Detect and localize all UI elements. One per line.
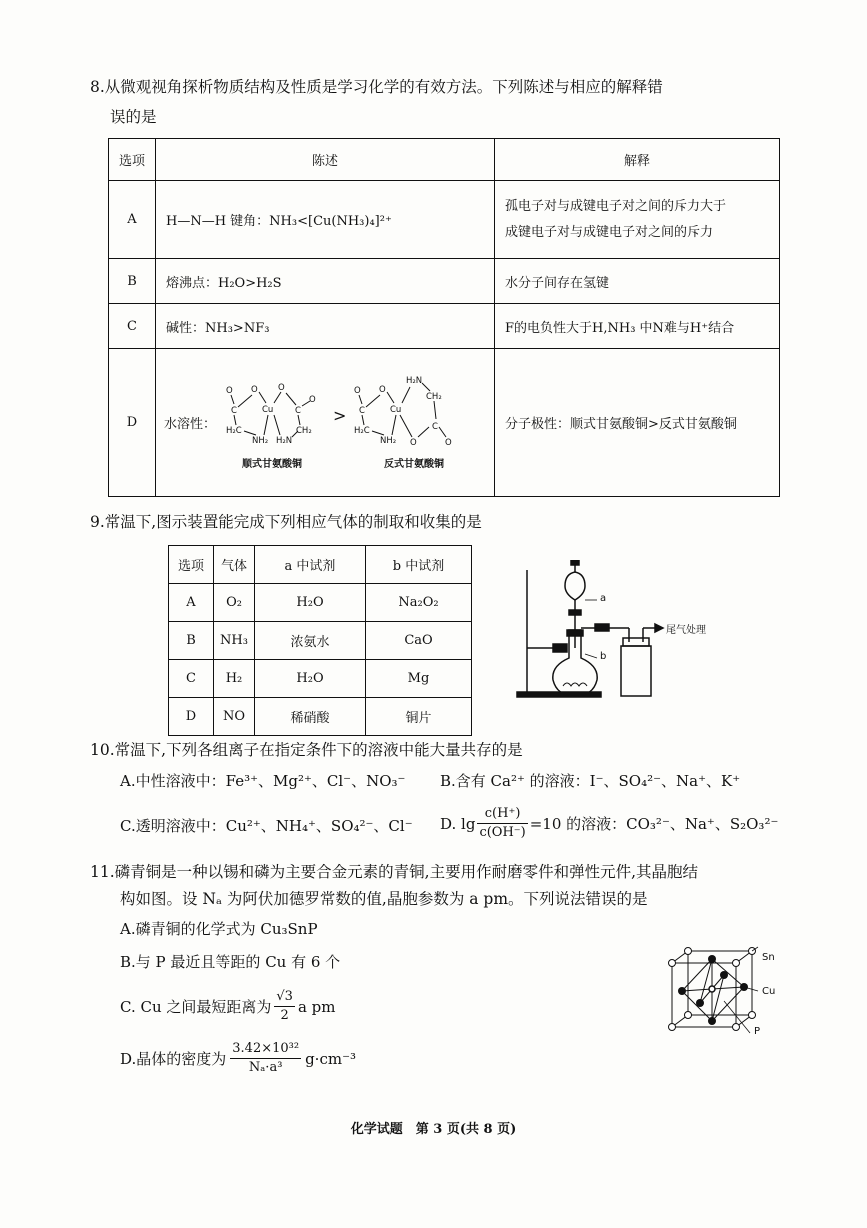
- q11-option-d-suffix: g·cm⁻³: [305, 1049, 357, 1068]
- q8-header-statement: 陈述: [156, 139, 495, 181]
- q9-stem: 9.常温下,图示装置能完成下列相应气体的制取和收集的是: [90, 513, 482, 531]
- q9-header-reagent-a: a 中试剂: [255, 546, 366, 584]
- apparatus-exhaust-label: 尾气处理: [666, 625, 706, 636]
- q9-row-b-gas: NH₃: [214, 622, 255, 660]
- q11-option-d-numerator: 3.42×10³²: [230, 1040, 301, 1059]
- q10-option-a: A.中性溶液中：Fe³⁺、Mg²⁺、Cl⁻、NO₃⁻: [120, 772, 406, 790]
- q10-option-d-prefix: D. lg: [440, 814, 476, 833]
- q11-option-a: A.磷青铜的化学式为 Cu₃SnP: [120, 920, 318, 938]
- q8-header-option: 选项: [109, 139, 156, 181]
- crystal-label-p: P: [754, 1026, 761, 1037]
- svg-text:O: O: [251, 385, 258, 395]
- q10-option-b: B.含有 Ca²⁺ 的溶液：I⁻、SO₄²⁻、Na⁺、K⁺: [440, 772, 741, 790]
- q10-option-d: [440, 805, 778, 842]
- q8-row-a-explanation-line2: 成键电子对与成键电子对之间的斥力: [505, 224, 714, 240]
- q8-row-a: [109, 181, 780, 259]
- q9-row-a-reagent-a: H₂O: [255, 584, 366, 622]
- crystal-label-cu: Cu: [762, 986, 776, 997]
- q8-stem-line1: 8.从微观视角探析物质结构及性质是学习化学的有效方法。下列陈述与相应的解释错: [90, 78, 663, 96]
- q11-option-c-fraction: [274, 988, 295, 1025]
- svg-text:Cu: Cu: [262, 405, 274, 415]
- q11-option-d-fraction: [230, 1040, 301, 1077]
- q9-row-b-reagent-b: CaO: [366, 622, 472, 660]
- svg-text:O: O: [278, 383, 285, 393]
- q9-row-a-gas: O₂: [214, 584, 255, 622]
- q9-row-a: [169, 584, 472, 622]
- q10-option-d-numerator: c(H⁺): [477, 805, 527, 824]
- svg-text:>: >: [333, 406, 347, 425]
- q9-row-d: [169, 698, 472, 736]
- q8-row-b-option: B: [109, 259, 156, 304]
- q8-row-d-explanation: 分子极性：顺式甘氨酸铜>反式甘氨酸铜: [495, 349, 780, 497]
- svg-text:H₂C: H₂C: [354, 426, 370, 436]
- svg-text:C: C: [295, 406, 301, 416]
- svg-text:NH₂: NH₂: [380, 436, 397, 446]
- q8-row-c-statement: 碱性：NH₃>NF₃: [156, 304, 495, 349]
- q9-row-b-option: B: [169, 622, 214, 660]
- q11-stem-line2: 构如图。设 Nₐ 为阿伏加德罗常数的值,晶胞参数为 a pm。下列说法错误的是: [120, 890, 648, 908]
- q8-row-b-statement: 熔沸点：H₂O>H₂S: [156, 259, 495, 304]
- q8-header-explanation: 解释: [495, 139, 780, 181]
- cis-glycinate-label: 顺式甘氨酸铜: [242, 459, 302, 470]
- q8-row-d-prefix: 水溶性：: [164, 417, 217, 432]
- svg-text:O: O: [410, 438, 417, 448]
- svg-text:CH₂: CH₂: [426, 392, 442, 402]
- q9-row-c-reagent-a: H₂O: [255, 660, 366, 698]
- svg-text:H₂N: H₂N: [276, 436, 293, 446]
- svg-text:NH₂: NH₂: [252, 436, 269, 446]
- trans-glycinate-label: 反式甘氨酸铜: [384, 459, 444, 470]
- q9-row-c-reagent-b: Mg: [366, 660, 472, 698]
- q8-row-a-statement: H—N—H 键角：NH₃<[Cu(NH₃)₄]²⁺: [156, 181, 495, 259]
- q8-stem-line2: 误的是: [110, 108, 157, 126]
- svg-text:O: O: [354, 386, 361, 396]
- svg-text:Cu: Cu: [390, 405, 402, 415]
- q8-row-d-statement: [156, 349, 495, 497]
- q8-row-b-explanation: 水分子间存在氢键: [495, 259, 780, 304]
- svg-text:O: O: [309, 395, 316, 405]
- q8-row-d: [109, 349, 780, 497]
- q9-header-gas: 气体: [214, 546, 255, 584]
- q9-header-reagent-b: b 中试剂: [366, 546, 472, 584]
- q9-row-c-gas: H₂: [214, 660, 255, 698]
- q11-option-c-suffix: a pm: [297, 997, 336, 1016]
- q11-option-b: B.与 P 最近且等距的 Cu 有 6 个: [120, 953, 341, 971]
- q11-option-c: [120, 988, 336, 1025]
- svg-text:O: O: [379, 385, 386, 395]
- q9-header-option: 选项: [169, 546, 214, 584]
- q9-row-a-option: A: [169, 584, 214, 622]
- q8-row-b: [109, 259, 780, 304]
- q10-option-d-fraction: [477, 805, 527, 842]
- q8-row-c-option: C: [109, 304, 156, 349]
- q9-row-d-reagent-b: 铜片: [366, 698, 472, 736]
- q9-row-d-option: D: [169, 698, 214, 736]
- q11-stem-line1: 11.磷青铜是一种以锡和磷为主要合金元素的青铜,主要用作耐磨零件和弹性元件,其晶胞结: [90, 863, 699, 881]
- svg-text:O: O: [226, 386, 233, 396]
- q8-table: [108, 138, 780, 497]
- svg-text:C: C: [231, 406, 237, 416]
- q8-row-a-option: A: [109, 181, 156, 259]
- q10-stem: 10.常温下,下列各组离子在指定条件下的溶液中能大量共存的是: [90, 741, 523, 759]
- crystal-cell-diagram: [664, 945, 760, 1041]
- svg-text:O: O: [445, 438, 452, 448]
- q9-row-d-gas: NO: [214, 698, 255, 736]
- apparatus-label-b: b: [600, 651, 607, 662]
- q9-row-a-reagent-b: Na₂O₂: [366, 584, 472, 622]
- q11-option-c-prefix: C. Cu 之间最短距离为: [120, 997, 272, 1016]
- q8-row-a-explanation-line1: 孤电子对与成键电子对之间的斥力大于: [505, 198, 727, 214]
- q10-option-d-suffix: =10 的溶液：CO₃²⁻、Na⁺、S₂O₃²⁻: [529, 814, 779, 833]
- q9-row-c-option: C: [169, 660, 214, 698]
- svg-text:H₂N: H₂N: [406, 376, 423, 386]
- q8-row-c: [109, 304, 780, 349]
- q11-option-c-numerator: √3: [274, 988, 295, 1007]
- q10-option-d-denominator: c(OH⁻): [479, 825, 526, 840]
- q8-row-d-option: D: [109, 349, 156, 497]
- q8-row-c-explanation: F的电负性大于H,NH₃ 中N难与H⁺结合: [495, 304, 780, 349]
- q9-row-c: [169, 660, 472, 698]
- svg-text:C: C: [432, 422, 438, 432]
- svg-text:CH₂: CH₂: [296, 426, 312, 436]
- crystal-label-sn: Sn: [762, 952, 775, 963]
- q10-option-c: C.透明溶液中：Cu²⁺、NH₄⁺、SO₄²⁻、Cl⁻: [120, 817, 413, 835]
- apparatus-label-a: a: [600, 593, 607, 604]
- svg-text:C: C: [359, 406, 365, 416]
- q9-row-b: [169, 622, 472, 660]
- q9-row-b-reagent-a: 浓氨水: [255, 622, 366, 660]
- svg-text:H₂C: H₂C: [226, 426, 242, 436]
- q9-row-d-reagent-a: 稀硝酸: [255, 698, 366, 736]
- q9-table: [168, 545, 472, 736]
- q11-option-d: [120, 1040, 356, 1077]
- page-footer: 化学试题 第 3 页(共 8 页): [350, 1122, 517, 1137]
- q11-option-d-prefix: D.晶体的密度为: [120, 1049, 227, 1068]
- q11-option-c-denominator: 2: [280, 1008, 289, 1023]
- q8-row-a-explanation: [495, 181, 780, 259]
- q11-option-d-denominator: Nₐ·a³: [248, 1060, 283, 1075]
